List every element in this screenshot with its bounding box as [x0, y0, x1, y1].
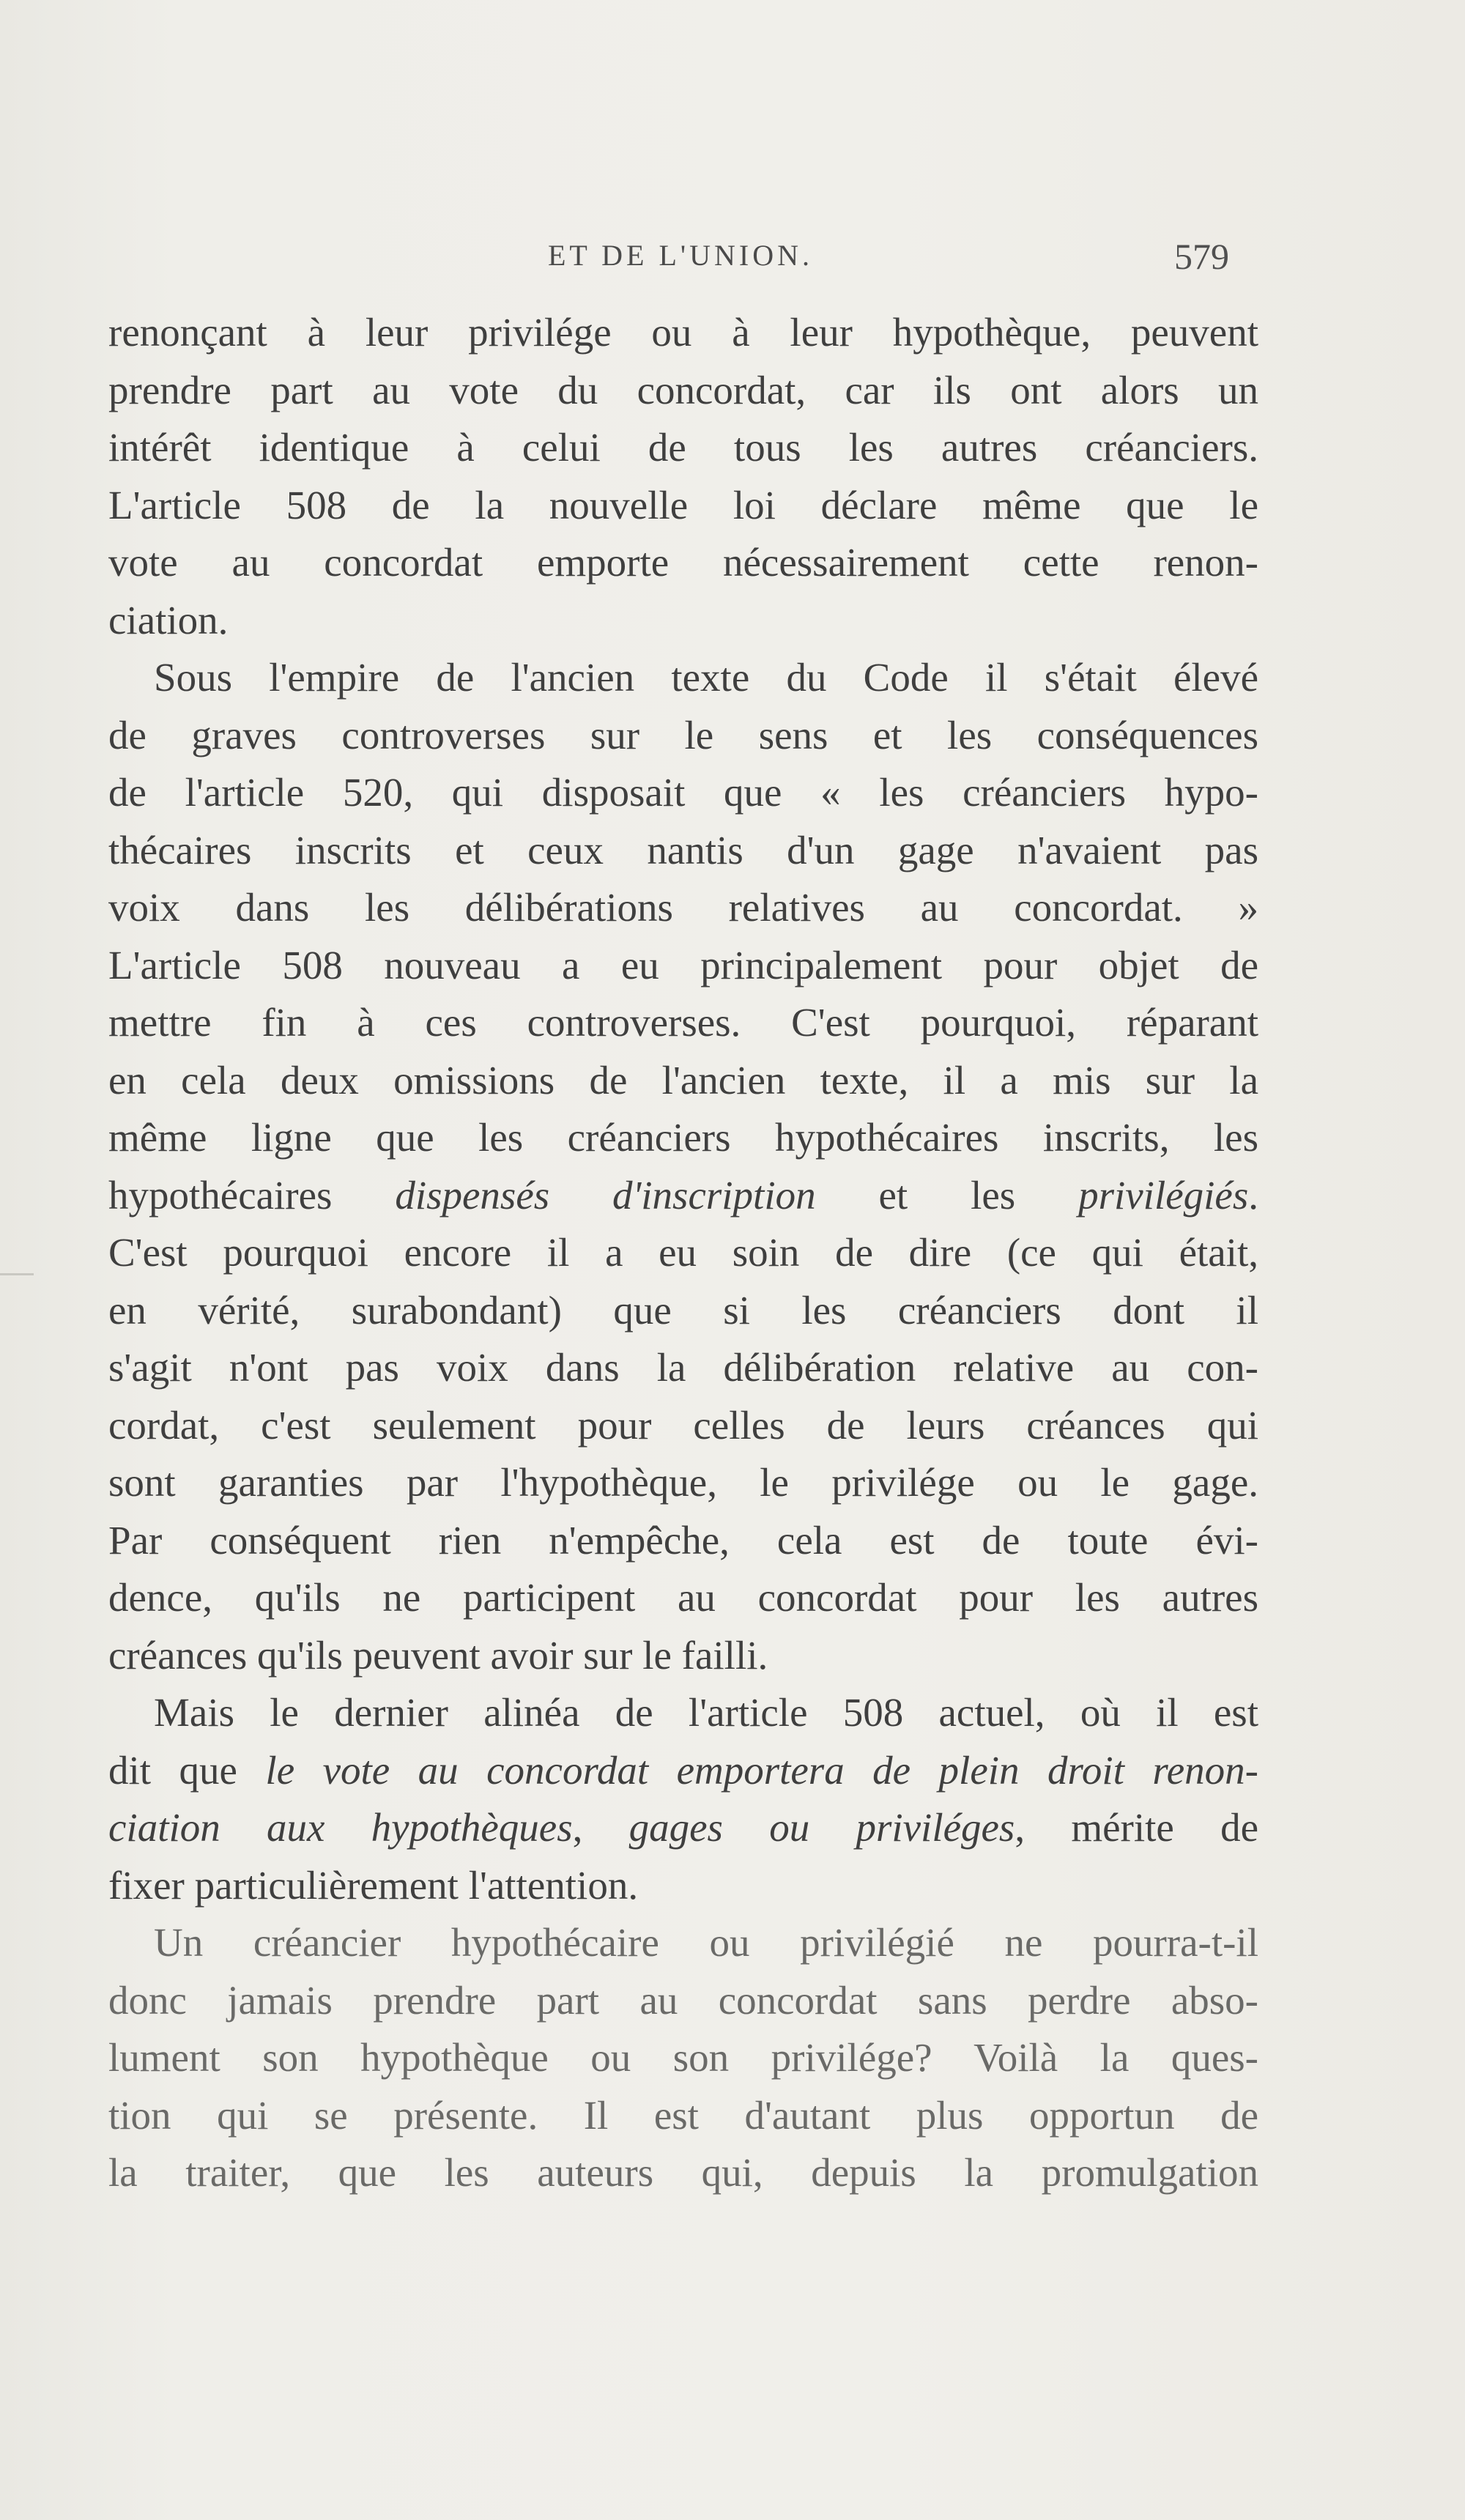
text-line: L'article 508 nouveau a eu principalement pour objet de	[108, 942, 1258, 987]
text-line-mixed	[108, 1799, 1258, 1857]
paragraph-start-line: Un créancier hypothécaire ou privilégié ne pourra-t-il	[154, 1920, 1258, 1965]
italic-run: ciation aux hypothèques	[108, 1805, 573, 1850]
italic-run: privilégiés	[1078, 1172, 1249, 1218]
running-title: ET DE L'UNION.	[548, 239, 813, 272]
text-line: fixer particulièrement l'attention.	[108, 1862, 639, 1908]
text-line: mettre fin à ces controverses. C'est pourquoi, réparant	[108, 1000, 1258, 1045]
italic-run: dispensés d'inscription	[395, 1172, 816, 1218]
running-head	[108, 238, 1229, 282]
text-line: s'agit n'ont pas voix dans la délibération relative au con-	[108, 1345, 1258, 1390]
italic-run: le vote au concordat emportera de plein droit renon-	[265, 1747, 1258, 1793]
text-line: dence, qu'ils ne participent au concordat pour les autres	[108, 1575, 1258, 1620]
text-run: , mérite de	[1015, 1805, 1258, 1850]
text-run: ,	[572, 1805, 629, 1850]
text-line: de l'article 520, qui disposait que « les créanciers hypo-	[108, 770, 1258, 815]
text-line: tion qui se présente. Il est d'autant plus opportun de	[108, 2092, 1258, 2138]
text-line: donc jamais prendre part au concordat sans perdre abso-	[108, 1977, 1258, 2023]
page-number: 579	[1174, 236, 1229, 277]
text-line-mixed	[108, 1167, 1258, 1225]
margin-mark	[0, 1273, 34, 1275]
paragraph-start-line: Sous l'empire de l'ancien texte du Code il s'était élevé	[154, 655, 1258, 700]
italic-run: gages ou priviléges	[628, 1805, 1015, 1850]
text-line: en cela deux omissions de l'ancien texte, il a mis sur la	[108, 1057, 1258, 1102]
text-line: Par conséquent rien n'empêche, cela est de toute évi-	[108, 1517, 1258, 1563]
text-line: la traiter, que les auteurs qui, depuis la promulgation	[108, 2150, 1258, 2195]
text-line: lument son hypothèque ou son privilége? Voilà la ques-	[108, 2035, 1258, 2080]
text-line: même ligne que les créanciers hypothécaires inscrits, les	[108, 1115, 1258, 1160]
text-run: hypothécaires	[108, 1172, 396, 1218]
text-line: voix dans les délibérations relatives au concordat. »	[108, 885, 1258, 930]
text-run: et les	[815, 1172, 1079, 1218]
text-line: vote au concordat emporte nécessairement cette renon-	[108, 540, 1258, 585]
text-line: sont garanties par l'hypothèque, le privilége ou le gage.	[108, 1460, 1258, 1505]
text-line: de graves controverses sur le sens et les conséquences	[108, 712, 1258, 757]
text-line: créances qu'ils peuvent avoir sur le failli.	[108, 1632, 768, 1678]
text-line: L'article 508 de la nouvelle loi déclare même que le	[108, 482, 1258, 527]
text-line: C'est pourquoi encore il a eu soin de dire (ce qui était,	[108, 1230, 1258, 1275]
text-line: thécaires inscrits et ceux nantis d'un gage n'avaient pas	[108, 827, 1258, 872]
text-run: .	[1248, 1172, 1258, 1218]
text-line: intérêt identique à celui de tous les autres créanciers.	[108, 425, 1258, 470]
text-run: dit que	[108, 1747, 266, 1793]
text-line: en vérité, surabondant) que si les créanciers dont il	[108, 1287, 1258, 1333]
text-line: renonçant à leur privilége ou à leur hypothèque, peuvent	[108, 310, 1258, 355]
text-line: prendre part au vote du concordat, car ils ont alors un	[108, 367, 1258, 412]
body-text	[108, 304, 1258, 2202]
paragraph-start-line: Mais le dernier alinéa de l'article 508 actuel, où il est	[154, 1690, 1258, 1735]
text-line-mixed	[108, 1742, 1258, 1800]
text-line: cordat, c'est seulement pour celles de leurs créances qui	[108, 1402, 1258, 1448]
text-line: ciation.	[108, 597, 229, 642]
